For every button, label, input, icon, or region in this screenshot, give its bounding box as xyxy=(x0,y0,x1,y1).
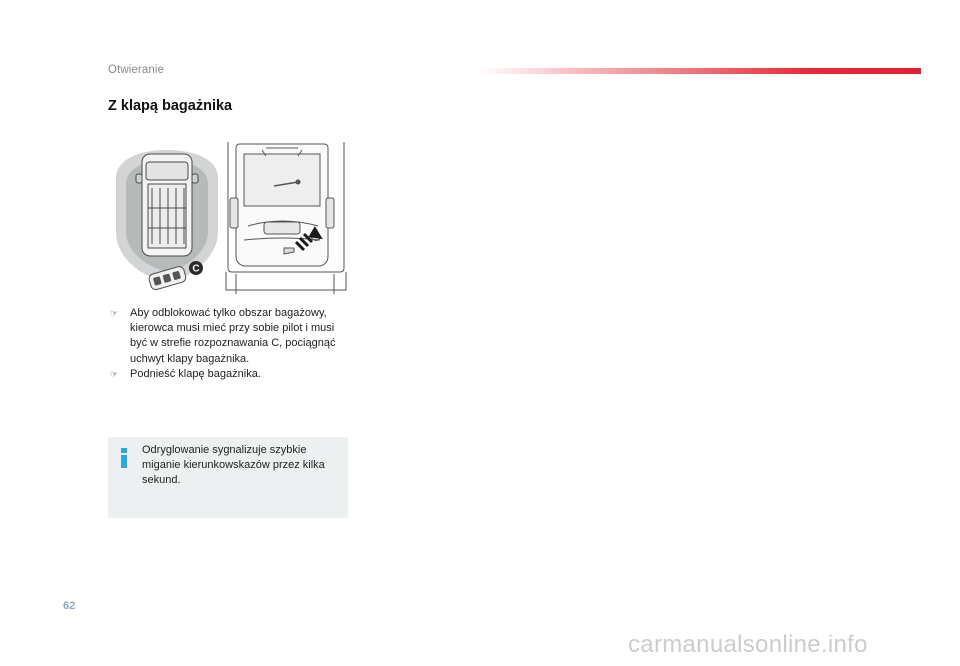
instruction-list xyxy=(110,306,350,382)
instruction-text: Aby odblokować tylko obszar bagażowy, kierowca musi mieć przy sobie pilot i musi być w strefie rozpoznawania C, pociągnąć uchwyt klapy bagażnika. xyxy=(130,307,336,365)
van-rear-view xyxy=(226,142,346,294)
instruction-text: Podnieść klapę bagażnika. xyxy=(130,367,261,380)
zone-label: C xyxy=(192,263,200,275)
van-tailgate-diagram xyxy=(112,140,352,300)
watermark: carmanualsonline.info xyxy=(628,631,868,658)
tailgate-illustration xyxy=(112,140,352,300)
header-accent-bar xyxy=(478,68,921,74)
info-icon xyxy=(118,448,130,468)
page-title: Z klapą bagażnika xyxy=(108,98,233,114)
pointing-hand-icon: ☞ xyxy=(110,368,119,379)
pointing-hand-icon: ☞ xyxy=(110,308,119,318)
instruction-item xyxy=(110,306,350,367)
instruction-item xyxy=(110,367,350,382)
van-top-view xyxy=(136,154,198,256)
section-label: Otwieranie xyxy=(108,64,164,76)
page-number: 62 xyxy=(63,600,76,612)
info-text: Odryglowanie sygnalizuje szybkie miganie kierunkowskazów przez kilka sekund. xyxy=(142,444,325,487)
info-box xyxy=(108,437,348,518)
